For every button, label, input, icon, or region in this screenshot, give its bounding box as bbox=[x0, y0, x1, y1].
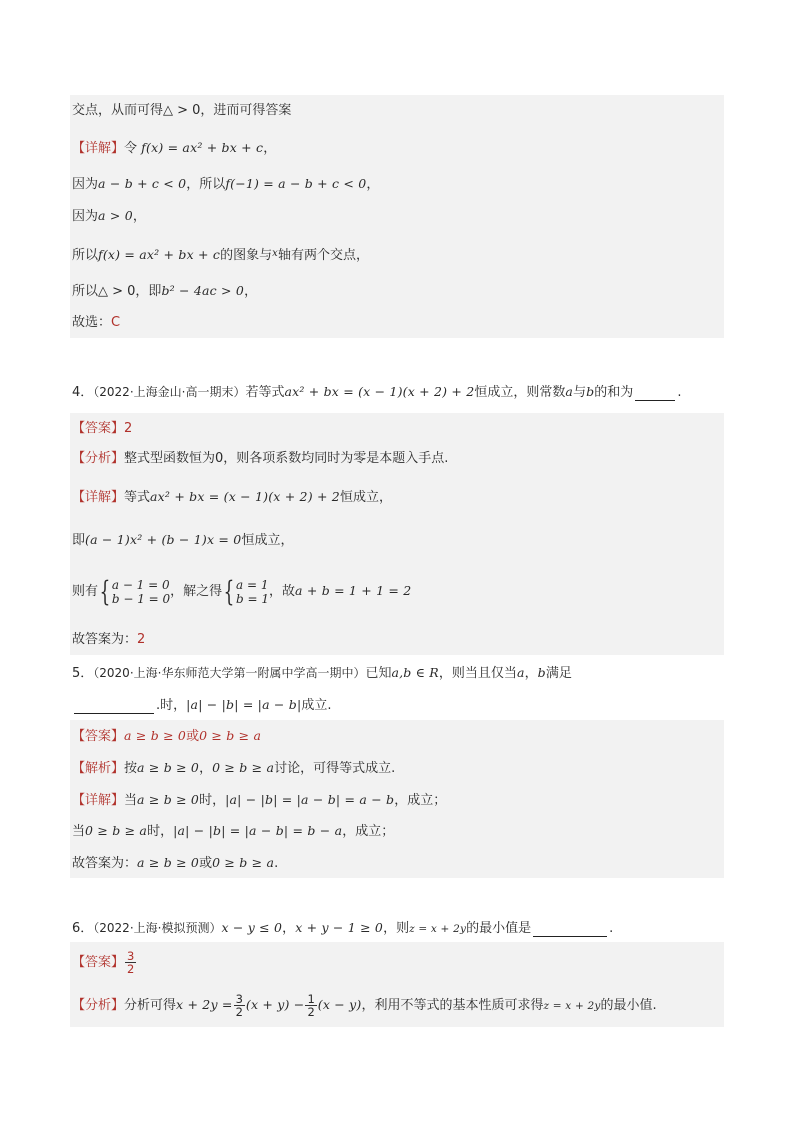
math: a + b = 1 + 1 = 2 bbox=[295, 583, 412, 598]
block1-detail bbox=[72, 140, 276, 157]
text: ，成立； bbox=[394, 793, 447, 808]
text: 等式 bbox=[124, 490, 151, 505]
solution-block-1 bbox=[70, 95, 724, 338]
equation-system bbox=[236, 578, 269, 606]
detail-tag: 【详解】 bbox=[72, 141, 125, 156]
q5-line2 bbox=[72, 823, 394, 840]
math: a ≥ b ≥ 0 bbox=[137, 855, 200, 870]
question-number: 5． bbox=[72, 666, 94, 681]
text: . bbox=[609, 921, 614, 936]
text: 与 bbox=[573, 385, 587, 400]
block1-line3 bbox=[72, 176, 379, 193]
analysis-tag: 【分析】 bbox=[72, 451, 125, 466]
brace: { bbox=[99, 574, 111, 608]
text: 按 bbox=[124, 761, 138, 776]
math: b bbox=[537, 665, 546, 680]
text: ，成立； bbox=[342, 824, 395, 839]
text: .时， bbox=[156, 698, 187, 713]
answer-tag: 【答案】 bbox=[72, 729, 125, 744]
text: 的最小值. bbox=[600, 998, 657, 1013]
q5-final bbox=[72, 855, 278, 872]
analysis-tag: 【解析】 bbox=[72, 761, 125, 776]
q6-answer bbox=[72, 948, 137, 978]
text: ， bbox=[244, 284, 258, 299]
math: (x + y) − bbox=[245, 997, 305, 1012]
math: a ≥ b ≥ 0 bbox=[137, 760, 200, 775]
text: ，所以 bbox=[186, 177, 226, 192]
numerator: 3 bbox=[127, 949, 135, 963]
denominator: 2 bbox=[307, 1005, 315, 1019]
answer-choice: C bbox=[111, 315, 121, 330]
text: 恒成立，则常数 bbox=[474, 385, 566, 400]
text: ， bbox=[132, 209, 146, 224]
math: ax² + bx = (x − 1)(x + 2) + 2 bbox=[150, 489, 340, 504]
question-number: 6． bbox=[72, 921, 94, 936]
math: x − y ≤ 0 bbox=[221, 920, 283, 935]
eq: a − 1 = 0 bbox=[111, 577, 170, 592]
text: 满足 bbox=[545, 666, 572, 681]
q5-question-line2 bbox=[72, 697, 332, 714]
text: ，则 bbox=[383, 921, 410, 936]
text: ，解之得 bbox=[170, 584, 223, 599]
math: x + y − 1 ≥ 0 bbox=[295, 920, 384, 935]
math: a,b ∈ R bbox=[391, 665, 439, 680]
text: 时， bbox=[199, 793, 226, 808]
text: 所以 bbox=[72, 248, 99, 263]
question-source: （2022·上海·模拟预测） bbox=[93, 921, 222, 935]
math: f(−1) = a − b + c < 0 bbox=[225, 176, 367, 191]
block1-intro: 交点，从而可得△ > 0，进而可得答案 bbox=[72, 103, 292, 118]
q6-question bbox=[72, 920, 613, 937]
block1-line4 bbox=[72, 208, 146, 225]
eq: b − 1 = 0 bbox=[111, 591, 171, 606]
math: b bbox=[586, 384, 595, 399]
fraction bbox=[305, 993, 316, 1018]
text: ， bbox=[524, 666, 538, 681]
block1-line6 bbox=[72, 283, 257, 300]
question-source: （2022·上海金山·高一期末） bbox=[93, 385, 246, 399]
denominator: 2 bbox=[127, 962, 135, 976]
text: ，利用不等式的基本性质可求得 bbox=[361, 998, 544, 1013]
fraction bbox=[125, 950, 136, 975]
answer-blank[interactable] bbox=[74, 701, 154, 714]
text: 所以△ > 0，即 bbox=[72, 284, 162, 299]
text: 的和为 bbox=[594, 385, 634, 400]
q4-line2 bbox=[72, 532, 293, 549]
text: 当 bbox=[72, 824, 86, 839]
math: 0 ≥ b ≥ a bbox=[85, 823, 148, 838]
math: a ≥ b ≥ 0 bbox=[137, 792, 200, 807]
text: ， bbox=[282, 921, 296, 936]
text: ，则当且仅当 bbox=[438, 666, 517, 681]
eq: b = 1 bbox=[236, 591, 270, 606]
text: 恒成立， bbox=[339, 490, 392, 505]
detail-tag: 【详解】 bbox=[72, 490, 125, 505]
text: 时， bbox=[147, 824, 174, 839]
math: z = x + 2y bbox=[543, 1000, 601, 1012]
text: 则有 bbox=[72, 584, 99, 599]
q5-analysis bbox=[72, 760, 395, 777]
math: x bbox=[272, 248, 278, 259]
q4-line3 bbox=[72, 571, 411, 612]
math: |a| − |b| = |a − b| bbox=[186, 697, 302, 712]
text: . bbox=[677, 385, 682, 400]
fraction bbox=[234, 993, 245, 1018]
answer-tag: 【答案】 bbox=[72, 955, 125, 970]
text: 即 bbox=[72, 533, 86, 548]
math: 0 ≥ b ≥ a bbox=[212, 855, 275, 870]
q4-question bbox=[72, 384, 681, 401]
analysis-tag: 【分析】 bbox=[72, 998, 125, 1013]
block1-line7 bbox=[72, 315, 120, 331]
text: 或 bbox=[186, 729, 200, 744]
final-answer: 2 bbox=[137, 632, 146, 647]
detail-tag: 【详解】 bbox=[72, 793, 125, 808]
block1-line5 bbox=[72, 246, 369, 264]
answer-tag: 【答案】 bbox=[72, 421, 125, 436]
math: 0 ≥ b ≥ a bbox=[199, 728, 262, 743]
text: 已知 bbox=[365, 666, 392, 681]
math: f(x) = ax² + bx + c bbox=[98, 247, 221, 262]
math: x + 2y = bbox=[176, 997, 233, 1012]
math: z = x + 2y bbox=[409, 923, 467, 935]
q4-final bbox=[72, 632, 145, 648]
text: 成立. bbox=[301, 698, 332, 713]
text: 的最小值是 bbox=[466, 921, 532, 936]
math: a ≥ b ≥ 0 bbox=[124, 728, 187, 743]
q5-question bbox=[72, 665, 572, 682]
text: ， bbox=[263, 141, 277, 156]
question-number: 4． bbox=[72, 385, 94, 400]
math: (x − y) bbox=[317, 997, 362, 1012]
text: 故答案为： bbox=[72, 632, 138, 647]
text: 当 bbox=[124, 793, 138, 808]
text: 令 bbox=[124, 141, 138, 156]
math: a − b + c < 0 bbox=[98, 176, 187, 191]
text: 或 bbox=[199, 856, 213, 871]
text: ， bbox=[199, 761, 213, 776]
text: . bbox=[274, 856, 279, 871]
text: 恒成立， bbox=[241, 533, 294, 548]
text: 若等式 bbox=[245, 385, 285, 400]
equation-system bbox=[112, 578, 170, 606]
q6-analysis bbox=[72, 990, 657, 1021]
text: 轴有两个交点， bbox=[277, 248, 369, 263]
math: 0 ≥ b ≥ a bbox=[212, 760, 275, 775]
math: a bbox=[565, 384, 574, 399]
text: 的图象与 bbox=[220, 248, 273, 263]
math: a bbox=[516, 665, 525, 680]
question-source: （2020·上海·华东师范大学第一附属中学高一期中） bbox=[93, 666, 366, 680]
text: 讨论，可得等式成立. bbox=[274, 761, 396, 776]
text: 分析可得 bbox=[124, 998, 177, 1013]
math: f(x) = ax² + bx + c bbox=[141, 140, 264, 155]
answer-blank[interactable] bbox=[533, 924, 607, 937]
text: 因为 bbox=[72, 209, 99, 224]
answer-value: 2 bbox=[124, 421, 133, 436]
text: 故选： bbox=[72, 315, 112, 330]
text: 因为 bbox=[72, 177, 99, 192]
math: |a| − |b| = |a − b| = a − b bbox=[225, 792, 395, 807]
math: |a| − |b| = |a − b| = b − a bbox=[173, 823, 343, 838]
denominator: 2 bbox=[235, 1005, 243, 1019]
q4-analysis bbox=[72, 451, 448, 467]
numerator: 1 bbox=[307, 992, 315, 1006]
brace: { bbox=[223, 574, 235, 608]
q4-detail bbox=[72, 489, 392, 506]
math: a > 0 bbox=[98, 208, 133, 223]
numerator: 3 bbox=[235, 992, 243, 1006]
text: ，故 bbox=[269, 584, 296, 599]
q5-answer bbox=[72, 728, 261, 745]
text: ， bbox=[366, 177, 380, 192]
eq: a = 1 bbox=[236, 577, 269, 592]
text: 故答案为： bbox=[72, 856, 138, 871]
math: b² − 4ac > 0 bbox=[161, 283, 245, 298]
text: 整式型函数恒为0，则各项系数均同时为零是本题入手点. bbox=[124, 451, 449, 466]
q5-detail bbox=[72, 792, 446, 809]
answer-blank[interactable] bbox=[635, 388, 675, 401]
math: ax² + bx = (x − 1)(x + 2) + 2 bbox=[284, 384, 475, 399]
q4-answer bbox=[72, 421, 132, 437]
math: (a − 1)x² + (b − 1)x = 0 bbox=[85, 532, 242, 547]
